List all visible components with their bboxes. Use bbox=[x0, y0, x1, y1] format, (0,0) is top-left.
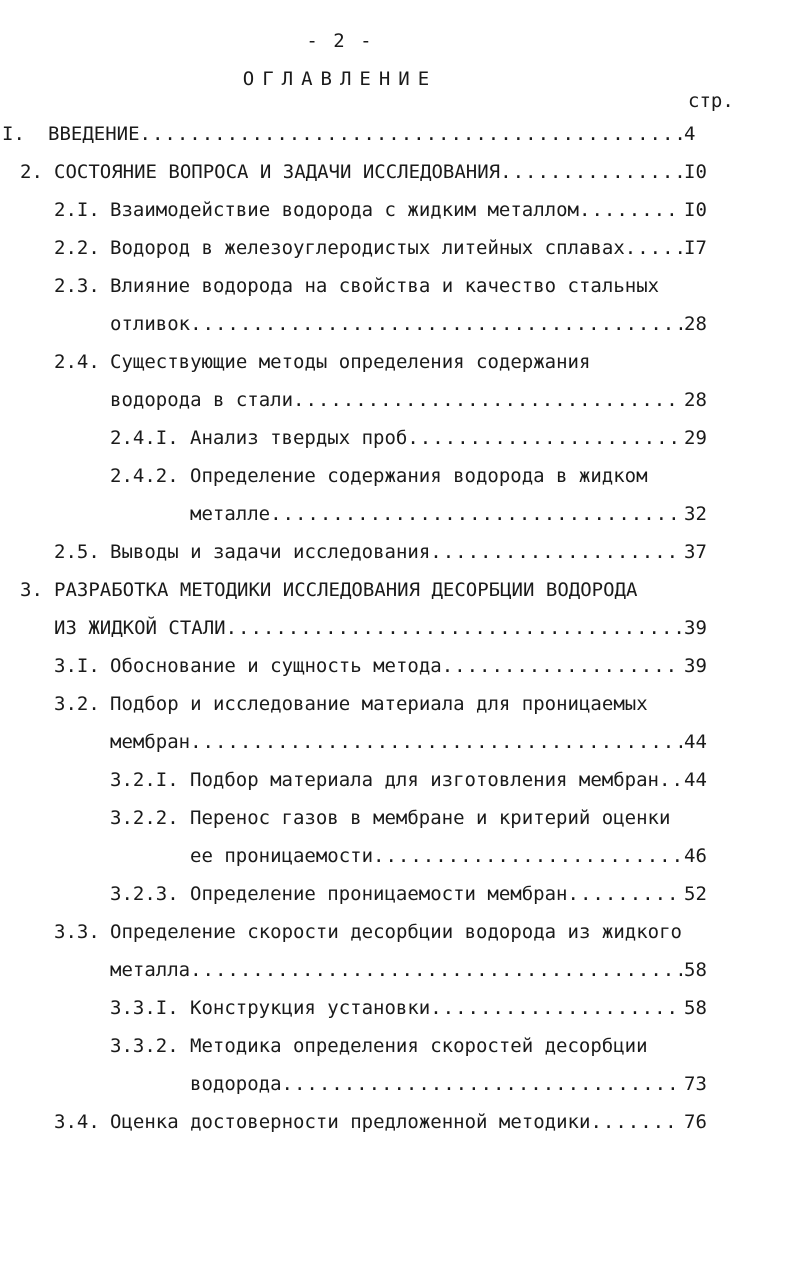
toc-entry-title: ВВЕДЕНИЕ bbox=[48, 123, 140, 145]
toc-entry-number: 3.3.I. bbox=[110, 997, 179, 1019]
leader-dots bbox=[500, 158, 682, 186]
toc-entry-title: Конструкция установки bbox=[190, 997, 431, 1019]
leader-dots bbox=[407, 424, 682, 452]
toc-entry bbox=[0, 1108, 710, 1136]
toc-entry-title: Существующие методы определения содержания bbox=[110, 351, 591, 373]
toc-entry-page: 44 bbox=[684, 731, 707, 753]
leader-dots bbox=[190, 956, 682, 984]
leader-dots bbox=[579, 196, 682, 224]
toc-entry-number: 3.2.3. bbox=[110, 883, 179, 905]
toc-entry-page: 76 bbox=[684, 1111, 707, 1133]
toc-entry-title-continued: ИЗ ЖИДКОЙ СТАЛИ bbox=[54, 617, 226, 639]
toc-entry-title: Выводы и задачи исследования bbox=[110, 541, 431, 563]
toc-entry-number: 2.3. bbox=[54, 275, 100, 297]
toc-entry-number: 2.4. bbox=[54, 351, 100, 373]
toc-entry-title: Анализ твердых проб bbox=[190, 427, 408, 449]
toc-entry bbox=[0, 918, 710, 946]
toc-entry bbox=[0, 1032, 710, 1060]
toc-entry-number: 3.2.I. bbox=[110, 769, 179, 791]
toc-entry-page: 39 bbox=[684, 655, 707, 677]
toc-entry-number: 3.2.2. bbox=[110, 807, 179, 829]
toc-entry bbox=[0, 424, 710, 452]
toc-entry-title-continued: металла bbox=[110, 959, 191, 981]
toc-entry bbox=[0, 994, 710, 1022]
toc-entry-page: I0 bbox=[684, 161, 707, 183]
leader-dots bbox=[430, 994, 682, 1022]
toc-entry-page: I0 bbox=[684, 199, 707, 221]
toc-entry-page: 28 bbox=[684, 389, 707, 411]
toc-entry-continuation bbox=[0, 614, 710, 642]
toc-entry-number: 2.4.2. bbox=[110, 465, 179, 487]
toc-entry-title: Перенос газов в мембране и критерий оценки bbox=[190, 807, 671, 829]
toc-entry-title: Подбор материала для изготовления мембран bbox=[190, 769, 659, 791]
toc-entry-title: Влияние водорода на свойства и качество стальных bbox=[110, 275, 660, 297]
toc-entry-title: Определение содержания водорода в жидком bbox=[190, 465, 648, 487]
toc-entry-page: 46 bbox=[684, 845, 707, 867]
toc-entry bbox=[0, 196, 710, 224]
leader-dots bbox=[625, 234, 682, 262]
toc-entry-title: Обоснование и сущность метода bbox=[110, 655, 442, 677]
toc-entry-title: Водород в железоуглеродистых литейных сплавах bbox=[110, 237, 625, 259]
toc-entry-continuation bbox=[0, 728, 710, 756]
page-number: - 2 - bbox=[306, 30, 374, 52]
toc-entry-title: РАЗРАБОТКА МЕТОДИКИ ИССЛЕДОВАНИЯ ДЕСОРБЦИИ ВОДОРОДА bbox=[54, 579, 638, 601]
toc-entry-continuation bbox=[0, 500, 710, 528]
toc-entry-continuation bbox=[0, 310, 710, 338]
toc-entry bbox=[0, 158, 710, 186]
toc-entry-title-continued: металле bbox=[190, 503, 271, 525]
toc-entry-page: I7 bbox=[684, 237, 707, 259]
toc-entry-title: Определение скорости десорбции водорода из жидкого bbox=[110, 921, 682, 943]
toc-entry bbox=[0, 272, 710, 300]
leader-dots bbox=[430, 538, 682, 566]
leader-dots bbox=[270, 500, 682, 528]
toc-entry-page: 28 bbox=[684, 313, 707, 335]
leader-dots bbox=[190, 310, 682, 338]
toc-entry-title-continued: отливок bbox=[110, 313, 191, 335]
toc-entry bbox=[0, 880, 710, 908]
toc-entry-title: Определение проницаемости мембран bbox=[190, 883, 568, 905]
toc-entry-number: 2.5. bbox=[54, 541, 100, 563]
toc-title: ОГЛАВЛЕНИЕ bbox=[242, 68, 438, 90]
toc-entry-title-continued: водорода bbox=[190, 1073, 282, 1095]
toc-entry-title: Оценка достоверности предложенной методики bbox=[110, 1111, 591, 1133]
toc-entry bbox=[0, 690, 710, 718]
toc-entry-number: 2.2. bbox=[54, 237, 100, 259]
toc-entry-page: 29 bbox=[684, 427, 707, 449]
toc-entry-title: Взаимодействие водорода с жидким металлом bbox=[110, 199, 579, 221]
toc-entry bbox=[0, 766, 710, 794]
leader-dots bbox=[190, 728, 682, 756]
toc-entry-title: Подбор и исследование материала для проницаемых bbox=[110, 693, 648, 715]
leader-dots bbox=[140, 120, 682, 148]
toc-entry bbox=[0, 348, 710, 376]
toc-entry-title-continued: водорода в стали bbox=[110, 389, 294, 411]
leader-dots bbox=[282, 1070, 682, 1098]
toc-entry bbox=[0, 234, 710, 262]
toc-entry-page: 32 bbox=[684, 503, 707, 525]
toc-entry-page: 4 bbox=[684, 123, 696, 145]
toc-entry-page: 44 bbox=[684, 769, 707, 791]
leader-dots bbox=[442, 652, 682, 680]
leader-dots bbox=[226, 614, 682, 642]
toc-entry-number: 2.I. bbox=[54, 199, 100, 221]
toc-entry-page: 37 bbox=[684, 541, 707, 563]
toc-entry-number: 3.3. bbox=[54, 921, 100, 943]
toc-entry-continuation bbox=[0, 1070, 710, 1098]
toc-entry-number: I. bbox=[2, 123, 25, 145]
toc-entry-number: 3.2. bbox=[54, 693, 100, 715]
toc-entry bbox=[0, 804, 710, 832]
toc-entry-number: 3.I. bbox=[54, 655, 100, 677]
toc-entry-title: СОСТОЯНИЕ ВОПРОСА И ЗАДАЧИ ИССЛЕДОВАНИЯ bbox=[54, 161, 501, 183]
toc-entry-title-continued: ее проницаемости bbox=[190, 845, 374, 867]
leader-dots bbox=[293, 386, 682, 414]
toc-entry-title: Методика определения скоростей десорбции bbox=[190, 1035, 648, 1057]
toc-entry-number: 3.3.2. bbox=[110, 1035, 179, 1057]
leader-dots bbox=[373, 842, 682, 870]
toc-entry-number: 3.4. bbox=[54, 1111, 100, 1133]
toc-entry-page: 58 bbox=[684, 959, 707, 981]
toc-entry-title-continued: мембран bbox=[110, 731, 191, 753]
toc-entry-continuation bbox=[0, 956, 710, 984]
toc-entry-page: 39 bbox=[684, 617, 707, 639]
leader-dots bbox=[590, 1108, 682, 1136]
toc-entry-continuation bbox=[0, 386, 710, 414]
page-column-label: стр. bbox=[688, 90, 734, 112]
toc-entry bbox=[0, 462, 710, 490]
toc-entry-number: 2. bbox=[20, 161, 43, 183]
toc-entry bbox=[0, 652, 710, 680]
toc-entry bbox=[0, 576, 710, 604]
toc-entry-page: 52 bbox=[684, 883, 707, 905]
leader-dots bbox=[659, 766, 682, 794]
toc-entry-number: 2.4.I. bbox=[110, 427, 179, 449]
toc-entry-page: 73 bbox=[684, 1073, 707, 1095]
leader-dots bbox=[568, 880, 683, 908]
toc-entry bbox=[0, 120, 710, 148]
toc-entry-page: 58 bbox=[684, 997, 707, 1019]
toc-entry-number: 3. bbox=[20, 579, 43, 601]
toc-entry-continuation bbox=[0, 842, 710, 870]
toc-entry bbox=[0, 538, 710, 566]
